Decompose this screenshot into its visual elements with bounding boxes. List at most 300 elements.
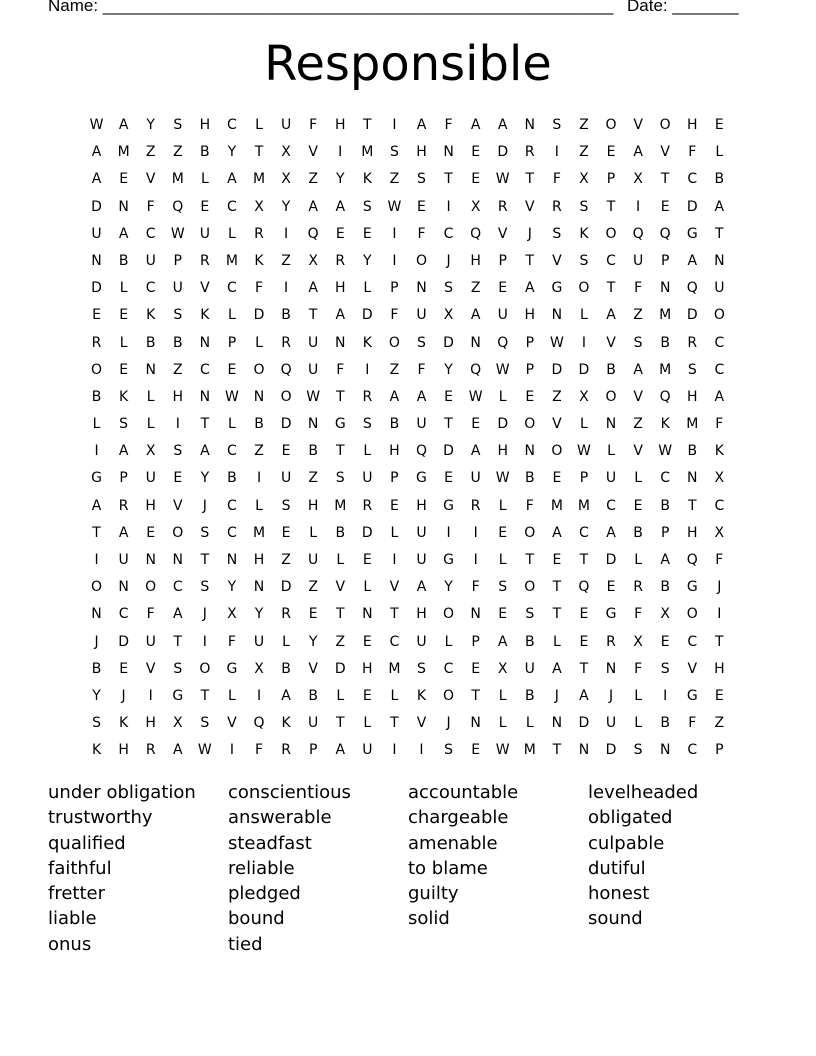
grid-letter[interactable]: A	[335, 742, 346, 759]
grid-letter[interactable]: Y	[227, 579, 237, 596]
grid-letter[interactable]: N	[687, 470, 698, 487]
grid-letter[interactable]: D	[334, 660, 346, 677]
grid-letter[interactable]: P	[471, 633, 480, 650]
grid-letter[interactable]: I	[392, 252, 397, 269]
grid-letter[interactable]: Q	[497, 334, 509, 351]
grid-letter[interactable]: U	[253, 633, 265, 650]
grid-letter[interactable]: E	[714, 687, 724, 704]
grid-letter[interactable]: E	[714, 117, 724, 133]
grid-letter[interactable]: X	[660, 606, 670, 623]
grid-letter[interactable]: A	[118, 524, 129, 541]
grid-letter[interactable]: J	[446, 715, 451, 732]
grid-letter[interactable]: T	[525, 171, 535, 188]
grid-letter[interactable]: S	[173, 307, 183, 324]
grid-letter[interactable]: Q	[578, 579, 590, 596]
grid-letter[interactable]: F	[634, 660, 643, 677]
grid-letter[interactable]: B	[308, 443, 318, 460]
grid-letter[interactable]: T	[200, 416, 210, 433]
grid-letter[interactable]: O	[415, 252, 427, 269]
grid-letter[interactable]: E	[660, 633, 670, 650]
name-field[interactable]: Name: ______________________________________________________	[48, 0, 614, 15]
grid-letter[interactable]: N	[91, 252, 102, 269]
grid-letter[interactable]: U	[145, 633, 156, 650]
grid-letter[interactable]: K	[200, 307, 210, 324]
grid-letter[interactable]: B	[606, 361, 616, 378]
grid-letter[interactable]: U	[416, 552, 427, 568]
grid-letter[interactable]: S	[362, 416, 372, 433]
grid-letter[interactable]: X	[714, 524, 725, 541]
grid-letter[interactable]: L	[255, 334, 263, 351]
grid-letter[interactable]: S	[633, 334, 643, 351]
grid-letter[interactable]: A	[470, 307, 481, 324]
grid-letter[interactable]: Z	[552, 388, 562, 405]
grid-letter[interactable]: E	[444, 470, 453, 487]
grid-letter[interactable]: X	[227, 606, 237, 623]
grid-letter[interactable]: V	[525, 198, 535, 215]
grid-letter[interactable]: R	[606, 633, 616, 650]
grid-letter[interactable]: T	[254, 144, 264, 161]
grid-letter[interactable]: R	[118, 497, 129, 514]
grid-letter[interactable]: L	[336, 552, 345, 568]
grid-letter[interactable]: D	[605, 552, 617, 568]
grid-letter[interactable]: E	[281, 443, 291, 460]
grid-letter[interactable]: U	[605, 715, 617, 732]
grid-letter[interactable]: H	[686, 117, 698, 133]
grid-letter[interactable]: O	[551, 443, 563, 460]
grid-letter[interactable]: F	[471, 579, 480, 596]
grid-letter[interactable]: I	[419, 742, 424, 759]
grid-letter[interactable]: Q	[470, 361, 482, 378]
grid-letter[interactable]: S	[444, 280, 453, 297]
grid-letter[interactable]: Y	[200, 470, 210, 487]
grid-letter[interactable]: F	[146, 198, 155, 215]
grid-letter[interactable]: I	[284, 280, 289, 297]
grid-letter[interactable]: A	[633, 144, 643, 161]
grid-letter[interactable]: T	[579, 660, 589, 677]
grid-letter[interactable]: F	[227, 633, 236, 650]
grid-letter[interactable]: M	[577, 497, 590, 514]
grid-letter[interactable]: Z	[579, 117, 589, 133]
grid-letter[interactable]: M	[171, 171, 184, 188]
grid-letter[interactable]: L	[607, 443, 615, 460]
grid-letter[interactable]: L	[363, 280, 372, 297]
grid-letter[interactable]: J	[202, 606, 207, 623]
grid-letter[interactable]: D	[578, 715, 590, 732]
grid-letter[interactable]: Y	[444, 361, 453, 378]
grid-letter[interactable]: A	[118, 117, 129, 133]
grid-letter[interactable]: C	[227, 497, 237, 514]
grid-letter[interactable]: I	[175, 416, 180, 433]
grid-letter[interactable]: N	[416, 280, 427, 297]
grid-letter[interactable]: Q	[280, 361, 292, 378]
grid-letter[interactable]: E	[471, 742, 481, 759]
grid-letter[interactable]: S	[389, 144, 399, 161]
grid-letter[interactable]: E	[417, 198, 426, 215]
grid-letter[interactable]: V	[200, 280, 210, 297]
grid-letter[interactable]: L	[390, 687, 399, 704]
grid-letter[interactable]: T	[444, 171, 453, 188]
grid-letter[interactable]: A	[172, 606, 183, 623]
grid-letter[interactable]: B	[91, 660, 102, 677]
grid-letter[interactable]: F	[417, 225, 426, 242]
grid-letter[interactable]: E	[633, 497, 643, 514]
grid-letter[interactable]: U	[416, 416, 427, 433]
grid-letter[interactable]: C	[199, 361, 210, 378]
grid-letter[interactable]: Y	[363, 252, 372, 269]
grid-letter[interactable]: F	[715, 416, 724, 433]
grid-letter[interactable]: I	[256, 687, 262, 704]
grid-letter[interactable]: E	[119, 307, 129, 324]
grid-letter[interactable]: T	[471, 687, 480, 704]
grid-letter[interactable]: G	[686, 687, 698, 704]
grid-letter[interactable]: W	[549, 334, 564, 351]
grid-letter[interactable]: A	[687, 252, 698, 269]
grid-letter[interactable]: E	[362, 552, 372, 568]
grid-letter[interactable]: P	[606, 171, 616, 188]
grid-letter[interactable]: C	[606, 252, 616, 269]
grid-letter[interactable]: L	[715, 144, 724, 161]
grid-letter[interactable]: S	[498, 579, 508, 596]
grid-letter[interactable]: L	[146, 416, 155, 433]
grid-letter[interactable]: B	[281, 660, 291, 677]
grid-letter[interactable]: T	[200, 552, 210, 568]
grid-letter[interactable]: X	[714, 470, 725, 487]
grid-letter[interactable]: W	[89, 117, 104, 133]
grid-letter[interactable]: X	[579, 388, 589, 405]
grid-letter[interactable]: X	[497, 660, 508, 677]
grid-letter[interactable]: A	[497, 633, 508, 650]
grid-letter[interactable]: O	[713, 307, 725, 324]
grid-letter[interactable]: V	[606, 334, 616, 351]
grid-letter[interactable]: Q	[659, 388, 671, 405]
grid-letter[interactable]: Z	[389, 361, 400, 378]
grid-letter[interactable]: Y	[254, 606, 264, 623]
grid-letter[interactable]: C	[443, 660, 454, 677]
grid-letter[interactable]: B	[227, 470, 237, 487]
grid-letter[interactable]: H	[416, 606, 427, 623]
grid-letter[interactable]: A	[552, 660, 562, 677]
grid-letter[interactable]: F	[715, 552, 724, 568]
grid-letter[interactable]: R	[470, 497, 481, 514]
grid-letter[interactable]: N	[362, 606, 373, 623]
grid-letter[interactable]: X	[254, 660, 264, 677]
grid-letter[interactable]: Q	[659, 225, 671, 242]
grid-letter[interactable]: U	[280, 117, 292, 133]
grid-letter[interactable]: T	[335, 443, 345, 460]
grid-letter[interactable]: X	[579, 171, 589, 188]
grid-letter[interactable]: N	[605, 660, 617, 677]
grid-letter[interactable]: E	[335, 225, 345, 242]
grid-letter[interactable]: L	[580, 416, 588, 433]
grid-letter[interactable]: T	[335, 606, 345, 623]
grid-letter[interactable]: C	[145, 225, 156, 242]
grid-letter[interactable]: U	[308, 715, 319, 732]
grid-letter[interactable]: R	[687, 334, 698, 351]
grid-letter[interactable]: C	[714, 334, 725, 351]
grid-letter[interactable]: E	[281, 524, 291, 541]
grid-letter[interactable]: S	[687, 361, 697, 378]
grid-letter[interactable]: G	[172, 687, 184, 704]
grid-letter[interactable]: L	[634, 470, 642, 487]
grid-letter[interactable]: F	[336, 361, 345, 378]
grid-letter[interactable]: R	[199, 252, 210, 269]
grid-letter[interactable]: X	[145, 443, 156, 460]
grid-letter[interactable]: T	[525, 552, 535, 568]
grid-letter[interactable]: A	[714, 198, 725, 215]
grid-letter[interactable]: S	[444, 742, 453, 759]
grid-letter[interactable]: I	[636, 198, 641, 215]
grid-letter[interactable]: V	[335, 579, 346, 596]
grid-letter[interactable]: R	[362, 388, 373, 405]
grid-letter[interactable]: S	[335, 470, 345, 487]
grid-letter[interactable]: M	[117, 144, 130, 161]
grid-letter[interactable]: A	[552, 524, 562, 541]
grid-letter[interactable]: M	[659, 307, 672, 324]
grid-letter[interactable]: A	[714, 388, 725, 405]
grid-letter[interactable]: D	[91, 198, 102, 215]
grid-letter[interactable]: A	[91, 171, 102, 188]
grid-letter[interactable]: D	[91, 280, 102, 297]
grid-letter[interactable]: O	[199, 660, 211, 677]
grid-letter[interactable]: F	[525, 497, 534, 514]
grid-letter[interactable]: I	[392, 225, 397, 242]
grid-letter[interactable]: N	[91, 606, 102, 623]
grid-letter[interactable]: Z	[281, 252, 291, 269]
grid-letter[interactable]: S	[200, 579, 210, 596]
grid-letter[interactable]: P	[660, 252, 670, 269]
grid-letter[interactable]: Y	[227, 144, 237, 161]
grid-letter[interactable]: N	[335, 334, 346, 351]
grid-letter[interactable]: N	[253, 579, 265, 596]
grid-letter[interactable]: C	[227, 117, 237, 133]
grid-letter[interactable]: X	[281, 144, 291, 161]
grid-letter[interactable]: N	[524, 117, 536, 133]
grid-letter[interactable]: I	[256, 470, 262, 487]
grid-letter[interactable]: I	[94, 443, 99, 460]
grid-letter[interactable]: P	[390, 280, 399, 297]
grid-letter[interactable]: K	[362, 171, 372, 188]
grid-letter[interactable]: P	[715, 742, 724, 759]
grid-letter[interactable]: C	[227, 443, 237, 460]
grid-letter[interactable]: Z	[172, 361, 183, 378]
grid-letter[interactable]: D	[443, 334, 454, 351]
grid-letter[interactable]: Z	[335, 633, 346, 650]
grid-letter[interactable]: K	[362, 334, 372, 351]
grid-letter[interactable]: N	[714, 252, 725, 269]
grid-letter[interactable]: J	[446, 252, 451, 269]
grid-letter[interactable]: U	[362, 742, 373, 759]
grid-letter[interactable]: N	[605, 416, 617, 433]
grid-letter[interactable]: Q	[172, 198, 184, 215]
grid-letter[interactable]: E	[146, 524, 156, 541]
grid-letter[interactable]: U	[416, 633, 427, 650]
grid-letter[interactable]: B	[524, 633, 535, 650]
grid-letter[interactable]: R	[335, 252, 346, 269]
grid-letter[interactable]: F	[688, 715, 697, 732]
grid-letter[interactable]: N	[199, 334, 211, 351]
grid-letter[interactable]: T	[606, 280, 616, 297]
grid-letter[interactable]: U	[470, 470, 481, 487]
grid-letter[interactable]: N	[118, 579, 129, 596]
grid-letter[interactable]: B	[200, 144, 210, 161]
grid-letter[interactable]: L	[498, 388, 507, 405]
grid-letter[interactable]: P	[660, 524, 670, 541]
grid-letter[interactable]: A	[497, 117, 508, 133]
grid-letter[interactable]: S	[660, 660, 670, 677]
grid-letter[interactable]: H	[389, 443, 400, 460]
grid-letter[interactable]: C	[145, 280, 156, 297]
grid-letter[interactable]: K	[660, 416, 670, 433]
grid-letter[interactable]: C	[714, 361, 725, 378]
grid-letter[interactable]: W	[495, 361, 510, 378]
grid-letter[interactable]: X	[443, 307, 454, 324]
grid-letter[interactable]: E	[552, 552, 562, 568]
grid-letter[interactable]: H	[307, 497, 319, 514]
grid-letter[interactable]: F	[634, 606, 643, 623]
grid-letter[interactable]: E	[92, 307, 101, 324]
grid-letter[interactable]: G	[551, 280, 563, 297]
grid-letter[interactable]: Y	[308, 633, 318, 650]
grid-letter[interactable]: E	[200, 198, 210, 215]
grid-letter[interactable]: R	[552, 198, 562, 215]
grid-letter[interactable]: Z	[389, 171, 400, 188]
grid-letter[interactable]: N	[659, 742, 671, 759]
grid-letter[interactable]: X	[172, 715, 183, 732]
grid-letter[interactable]: C	[227, 198, 237, 215]
grid-letter[interactable]: Z	[714, 715, 725, 732]
grid-letter[interactable]: G	[605, 606, 617, 623]
grid-letter[interactable]: L	[228, 416, 236, 433]
grid-letter[interactable]: B	[118, 252, 129, 269]
grid-letter[interactable]: B	[714, 171, 725, 188]
grid-letter[interactable]: O	[605, 117, 617, 133]
grid-letter[interactable]: G	[91, 470, 102, 487]
grid-letter[interactable]: B	[172, 334, 183, 351]
grid-letter[interactable]: E	[119, 361, 129, 378]
grid-letter[interactable]: P	[525, 334, 535, 351]
grid-letter[interactable]: U	[416, 307, 427, 324]
grid-letter[interactable]: E	[498, 524, 508, 541]
grid-letter[interactable]: H	[199, 117, 211, 133]
grid-letter[interactable]: E	[119, 660, 129, 677]
grid-letter[interactable]: M	[361, 144, 374, 161]
grid-letter[interactable]: W	[577, 443, 591, 460]
grid-letter[interactable]: P	[227, 334, 237, 351]
grid-letter[interactable]: H	[334, 280, 346, 297]
grid-letter[interactable]: H	[172, 388, 184, 405]
grid-letter[interactable]: I	[284, 225, 289, 242]
grid-letter[interactable]: A	[579, 687, 589, 704]
grid-letter[interactable]: S	[173, 117, 183, 133]
grid-letter[interactable]: A	[308, 280, 318, 297]
grid-letter[interactable]: X	[633, 633, 643, 650]
grid-letter[interactable]: A	[606, 307, 616, 324]
grid-letter[interactable]: O	[91, 579, 103, 596]
grid-letter[interactable]: O	[605, 388, 617, 405]
grid-letter[interactable]: T	[308, 307, 318, 324]
grid-letter[interactable]: L	[363, 715, 372, 732]
grid-letter[interactable]: Q	[307, 225, 319, 242]
grid-letter[interactable]: Z	[254, 443, 264, 460]
grid-letter[interactable]: Q	[470, 225, 482, 242]
grid-letter[interactable]: V	[633, 388, 643, 405]
grid-letter[interactable]: E	[606, 579, 616, 596]
grid-letter[interactable]: L	[498, 552, 507, 568]
grid-letter[interactable]: Z	[308, 470, 318, 487]
grid-letter[interactable]: K	[281, 715, 291, 732]
grid-letter[interactable]: S	[92, 715, 101, 732]
grid-letter[interactable]: I	[94, 552, 99, 568]
grid-letter[interactable]: F	[634, 280, 643, 297]
grid-letter[interactable]: N	[470, 334, 481, 351]
grid-letter[interactable]: X	[254, 198, 264, 215]
grid-letter[interactable]: A	[335, 307, 346, 324]
grid-letter[interactable]: H	[686, 524, 698, 541]
grid-letter[interactable]: L	[336, 687, 345, 704]
grid-letter[interactable]: X	[470, 198, 481, 215]
grid-letter[interactable]: A	[118, 225, 129, 242]
grid-letter[interactable]: U	[145, 470, 156, 487]
grid-letter[interactable]: I	[392, 552, 397, 568]
grid-letter[interactable]: B	[281, 307, 291, 324]
grid-letter[interactable]: J	[717, 579, 722, 596]
grid-letter[interactable]: G	[686, 225, 698, 242]
grid-letter[interactable]: S	[579, 198, 589, 215]
grid-letter[interactable]: E	[119, 171, 129, 188]
grid-letter[interactable]: S	[173, 443, 183, 460]
grid-letter[interactable]: H	[470, 252, 481, 269]
grid-letter[interactable]: E	[173, 470, 183, 487]
grid-letter[interactable]: R	[254, 225, 264, 242]
grid-letter[interactable]: E	[362, 687, 372, 704]
grid-letter[interactable]: T	[552, 606, 562, 623]
grid-letter[interactable]: A	[416, 117, 427, 133]
grid-letter[interactable]: E	[606, 144, 616, 161]
grid-letter[interactable]: C	[443, 225, 454, 242]
grid-letter[interactable]: L	[146, 388, 155, 405]
grid-letter[interactable]: Z	[308, 171, 318, 188]
grid-letter[interactable]: A	[91, 497, 102, 514]
grid-letter[interactable]: O	[659, 117, 671, 133]
grid-letter[interactable]: R	[281, 334, 291, 351]
grid-letter[interactable]: F	[146, 606, 155, 623]
grid-letter[interactable]: T	[390, 606, 399, 623]
grid-letter[interactable]: B	[335, 524, 346, 541]
grid-letter[interactable]: D	[361, 524, 373, 541]
grid-letter[interactable]: Y	[335, 171, 345, 188]
grid-letter[interactable]: L	[363, 579, 372, 596]
grid-letter[interactable]: I	[338, 144, 343, 161]
grid-letter[interactable]: U	[145, 252, 156, 269]
grid-letter[interactable]: H	[497, 443, 508, 460]
grid-letter[interactable]: V	[172, 497, 183, 514]
grid-letter[interactable]: L	[634, 687, 642, 704]
grid-letter[interactable]: D	[497, 144, 509, 161]
grid-letter[interactable]: B	[524, 687, 535, 704]
grid-letter[interactable]: P	[579, 470, 589, 487]
grid-letter[interactable]: K	[416, 687, 427, 704]
grid-letter[interactable]: K	[254, 252, 264, 269]
grid-letter[interactable]: U	[308, 361, 319, 378]
grid-letter[interactable]: Z	[633, 307, 643, 324]
grid-letter[interactable]: S	[579, 252, 589, 269]
grid-letter[interactable]: S	[525, 606, 535, 623]
grid-letter[interactable]: W	[197, 742, 212, 759]
grid-letter[interactable]: S	[417, 171, 426, 188]
grid-letter[interactable]: F	[309, 117, 318, 133]
grid-letter[interactable]: U	[524, 660, 535, 677]
grid-letter[interactable]: V	[308, 144, 318, 161]
